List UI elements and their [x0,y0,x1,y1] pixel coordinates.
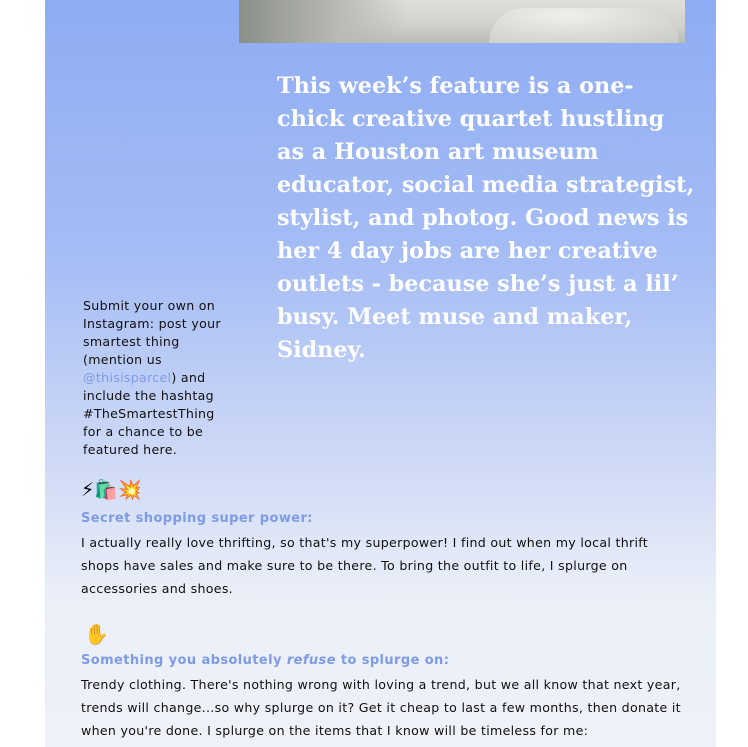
photo-shadow [239,0,409,43]
photo-fabric [489,8,679,43]
answer-shopping-superpower: I actually really love thrifting, so that's my superpower! I find out when my local thrift shops have sales and make sure to be there. To bring the outfit to life, I splurge on accessories and shoes. [81,535,649,596]
submit-callout [83,297,233,459]
feature-photo [239,0,685,43]
question-refuse-after: to splurge on: [335,653,450,668]
feature-intro: This week’s feature is a one-chick creative quartet hustling as a Houston art museum educator, social media strategist, stylist, and photog. Good news is her 4 day jobs are her creative outlets - because she’s just a lil’ busy. Meet muse and maker, Sidney. [277,73,695,363]
lightning-bag-boom-icon: ⚡🛍️💥 [81,479,142,501]
question-refuse-emphasis: refuse [286,653,336,668]
answer-refuse-splurge: Trendy clothing. There's nothing wrong with loving a trend, but we all know that next year, trends will change...so why splurge on it? Get it cheap to last a few months, then donate it when you're done. I splurge on the items that I know will be timeless for me: [81,677,681,738]
question-refuse-splurge [81,653,449,668]
instagram-handle-link[interactable]: @thisisparcel [83,370,172,385]
submit-text-before: Submit your own on Instagram: post your smartest thing (mention us [83,298,221,367]
submit-text-after: ) and include the hashtag #TheSmartestThing for a chance to be featured here. [83,370,215,457]
question-shopping-superpower: Secret shopping super power: [81,511,313,526]
question-refuse-before: Something you absolutely [81,653,287,668]
raised-hand-icon: ✋ [84,622,109,646]
